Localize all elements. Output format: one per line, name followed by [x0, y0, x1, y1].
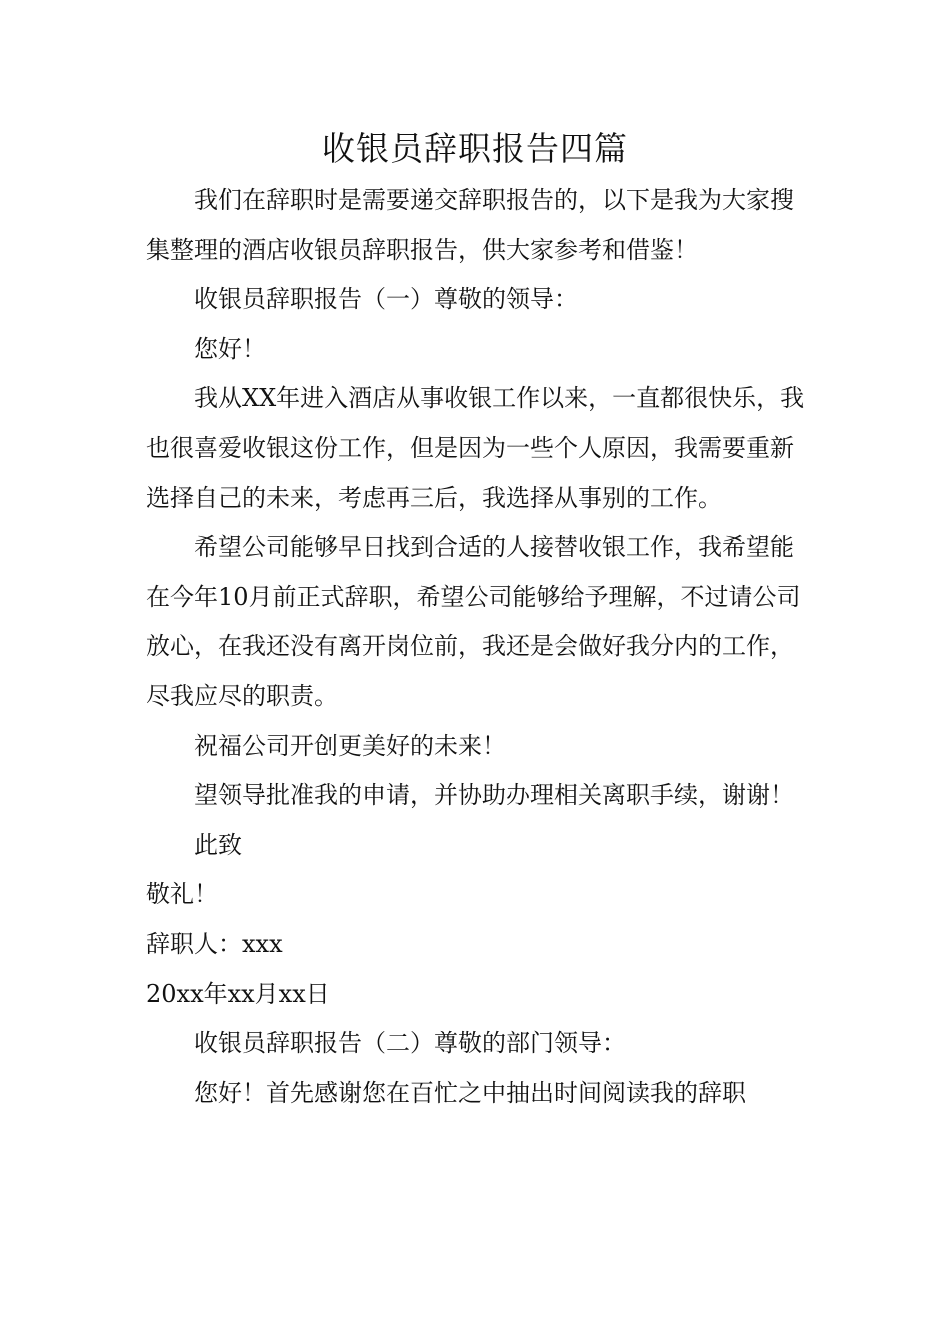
paragraph-wish: 祝福公司开创更美好的未来！: [194, 731, 506, 760]
paragraph-greeting: 您好！: [194, 334, 266, 363]
paragraph-body-2: 希望公司能够早日找到合适的人接替收银工作，我希望能在今年10月前正式辞职，希望公司能够给予理解，不过请公司放心，在我还没有离开岗位前，我还是会做好我分内的工作，尽我应尽的职责。: [146, 533, 801, 710]
document-body: [146, 176, 810, 1118]
paragraph-intro: 我们在辞职时是需要递交辞职报告的，以下是我为大家搜集整理的酒店收银员辞职报告，供大家参考和借鉴！: [146, 186, 794, 264]
paragraph-request: 望领导批准我的申请，并协助办理相关离职手续，谢谢！: [194, 781, 794, 810]
paragraph-greeting-two: 您好！首先感谢您在百忙之中抽出时间阅读我的辞职: [194, 1078, 746, 1107]
paragraph-heading-two: 收银员辞职报告（二）尊敬的部门领导：: [194, 1029, 626, 1058]
paragraph-body-1: 我从XX年进入酒店从事收银工作以来，一直都很快乐，我也很喜爱收银这份工作，但是因为一些个人原因，我需要重新选择自己的未来，考虑再三后，我选择从事别的工作。: [146, 384, 805, 512]
paragraph-date: 20xx年xx月xx日: [146, 979, 330, 1008]
paragraph-signer: 辞职人：xxx: [146, 929, 283, 958]
paragraph-closing-1: 此致: [194, 830, 242, 859]
paragraph-heading-one: 收银员辞职报告（一）尊敬的领导：: [194, 285, 578, 314]
document-title: 收银员辞职报告四篇: [322, 129, 628, 168]
paragraph-closing-2: 敬礼！: [146, 880, 218, 909]
